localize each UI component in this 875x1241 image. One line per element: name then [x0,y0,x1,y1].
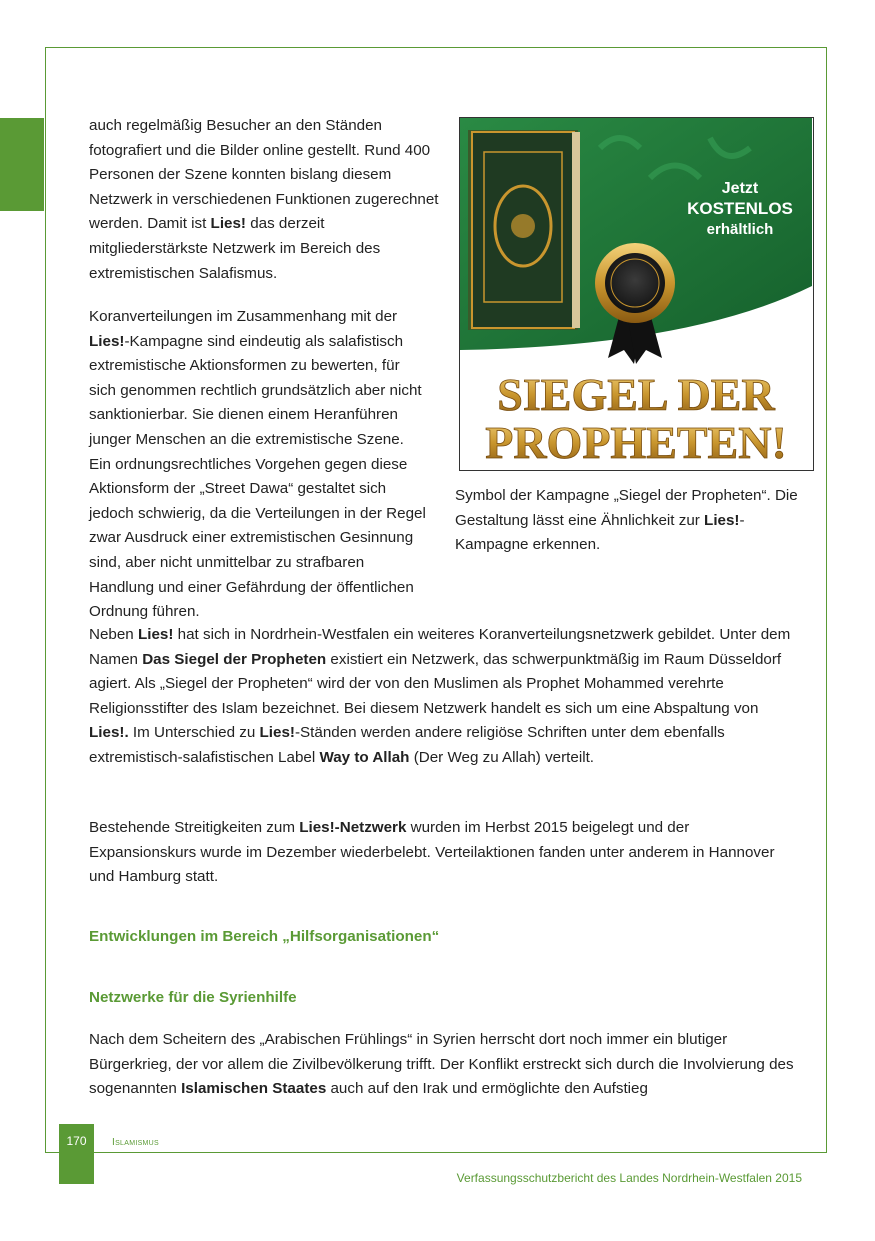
badge-line-1: Jetzt [721,180,759,197]
publication-title: Verfassungsschutzbericht des Landes Nordrhein-Westfalen 2015 [456,1171,802,1185]
campaign-title-line-2: PROPHETEN! [485,417,787,468]
campaign-title-line-1: SIEGEL DER [497,369,775,420]
page-number: 170 [66,1134,87,1148]
paragraph-4: Bestehende Streitigkeiten zum Lies!-Netzwerk wurden im Herbst 2015 beigelegt und der Expansionskurs wurde im Dezember wiederbelebt. Verteilaktionen fanden unter anderem in Hannover und Hamburg statt. [89,819,775,886]
paragraph-2: Koranverteilungen im Zusammenhang mit der Lies!-Kampagne sind eindeutig als salafistisch extremistische Aktionsformen zu bewerten, für sich genommen rechtlich grundsätzlich aber nicht sanktionierbar. Sie dienen einem Heranführen junger Menschen an die extremistische Szene. Ein ordnungsrechtliches Vorgehen gegen diese Aktionsform der „Street Dawa“ gestaltet sich jedoch schwierig, da die Verteilungen in der Regel zwar Ausdruck einer extremistischen Gesinnung sind, aber nicht unmittelbar zu strafbaren Handlung und einer Gefährdung der öffentlichen Ordnung führen. [89,308,426,621]
campaign-image [459,117,814,471]
badge-line-3: erhältlich [706,221,774,238]
section-heading: Entwicklungen im Bereich „Hilfsorganisationen“ [89,928,440,945]
image-caption: Symbol der Kampagne „Siegel der Propheten“. Die Gestaltung lässt eine Ähnlichkeit zur Lies!-Kampagne erkennen. [455,487,798,554]
section-label: Islamismus [112,1137,160,1148]
subsection-heading: Netzwerke für die Syrienhilfe [89,989,297,1006]
paragraph-3: Neben Lies! hat sich in Nordrhein-Westfalen ein weiteres Koranverteilungsnetzwerk gebildet. Unter dem Namen Das Siegel der Propheten existiert ein Netzwerk, das schwerpunktmäßig im Raum Düsseldorf agiert. Als „Siegel der Propheten“ wird der von den Muslimen als Prophet Mohammed verehrte Religionsstifter des Islam bezeichnet. Bei diesem Netzwerk handelt es sich um eine Abspaltung von Lies!. Im Unterschied zu Lies!-Ständen werden andere religiöse Schriften unter dem ebenfalls extremistisch-salafistischen Label Way to Allah (Der Weg zu Allah) verteilt. [89,626,791,766]
quran-book-icon [468,130,580,330]
paragraph-1: auch regelmäßig Besucher an den Ständen fotografiert und die Bilder online gestellt. Rund 400 Personen der Szene konnten bislang diesem Netzwerk in verschiedenen Funktionen zugerechnet werden. Damit ist Lies! das derzeit mitgliederstärkste Netzwerk im Bereich des extremistischen Salafismus. [89,117,439,282]
seal-icon [595,243,675,364]
page-number-box [59,1124,94,1184]
paragraph-5: Nach dem Scheitern des „Arabischen Frühlings“ in Syrien herrscht dort noch immer ein blutiger Bürgerkrieg, der vor allem die Zivilbevölkerung trifft. Der Konflikt erstreckt sich durch die Involvierung des sogenannten Islamischen Staates auch auf den Irak und ermöglichte den Aufstieg [89,1031,794,1098]
badge-line-2: KOSTENLOS [687,199,793,218]
chapter-tab [0,118,44,211]
